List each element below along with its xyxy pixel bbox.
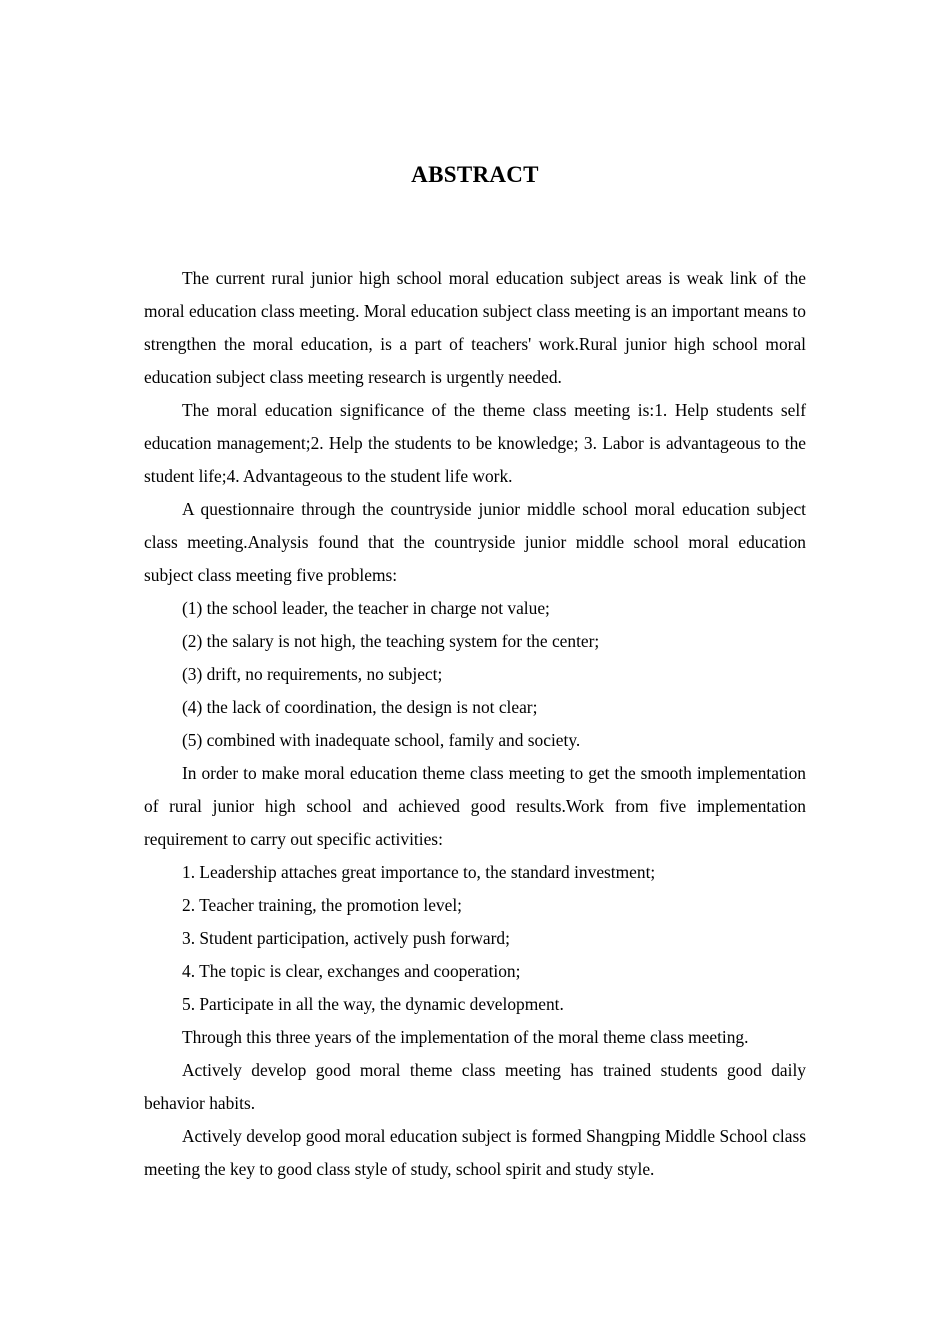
paragraph-questionnaire: A questionnaire through the countryside junior middle school moral education subject class meeting.Analysis found that the countryside junior middle school moral education subject class meeting five problems: xyxy=(144,499,806,585)
paragraph-conclusion: Through this three years of the implementation of the moral theme class meeting. xyxy=(182,1027,749,1047)
problem-item: (4) the lack of coordination, the design is not clear; xyxy=(182,697,538,717)
paragraph-significance: The moral education significance of the theme class meeting is:1. Help students self education management;2. Help the students to be knowledge; 3. Labor is advantageous to the student life;4. Advantageous to the student life work. xyxy=(144,400,806,486)
paragraph-implementation: In order to make moral education theme class meeting to get the smooth implementation of rural junior high school and achieved good results.Work from five implementation requirement to carry out specific activities: xyxy=(144,763,806,849)
activity-item: 3. Student participation, actively push forward; xyxy=(182,928,510,948)
problem-item: (2) the salary is not high, the teaching system for the center; xyxy=(182,631,600,651)
problem-item: (1) the school leader, the teacher in charge not value; xyxy=(182,598,550,618)
problem-item: (5) combined with inadequate school, family and society. xyxy=(182,730,581,750)
paragraph-conclusion: Actively develop good moral theme class meeting has trained students good daily behavior habits. xyxy=(144,1060,806,1113)
abstract-body xyxy=(144,262,806,1186)
activity-item: 2. Teacher training, the promotion level; xyxy=(182,895,463,915)
activity-item: 1. Leadership attaches great importance to, the standard investment; xyxy=(182,862,656,882)
paragraph-intro: The current rural junior high school moral education subject areas is weak link of the moral education class meeting. Moral education subject class meeting is an important means to strengthen the moral education, is a part of teachers' work.Rural junior high school moral education subject class meeting research is urgently needed. xyxy=(144,268,806,387)
problem-item: (3) drift, no requirements, no subject; xyxy=(182,664,443,684)
paragraph-conclusion: Actively develop good moral education subject is formed Shangping Middle School class meeting the key to good class style of study, school spirit and study style. xyxy=(144,1126,806,1179)
page-title: ABSTRACT xyxy=(411,162,539,187)
activity-item: 4. The topic is clear, exchanges and cooperation; xyxy=(182,961,521,981)
activity-item: 5. Participate in all the way, the dynamic development. xyxy=(182,994,564,1014)
